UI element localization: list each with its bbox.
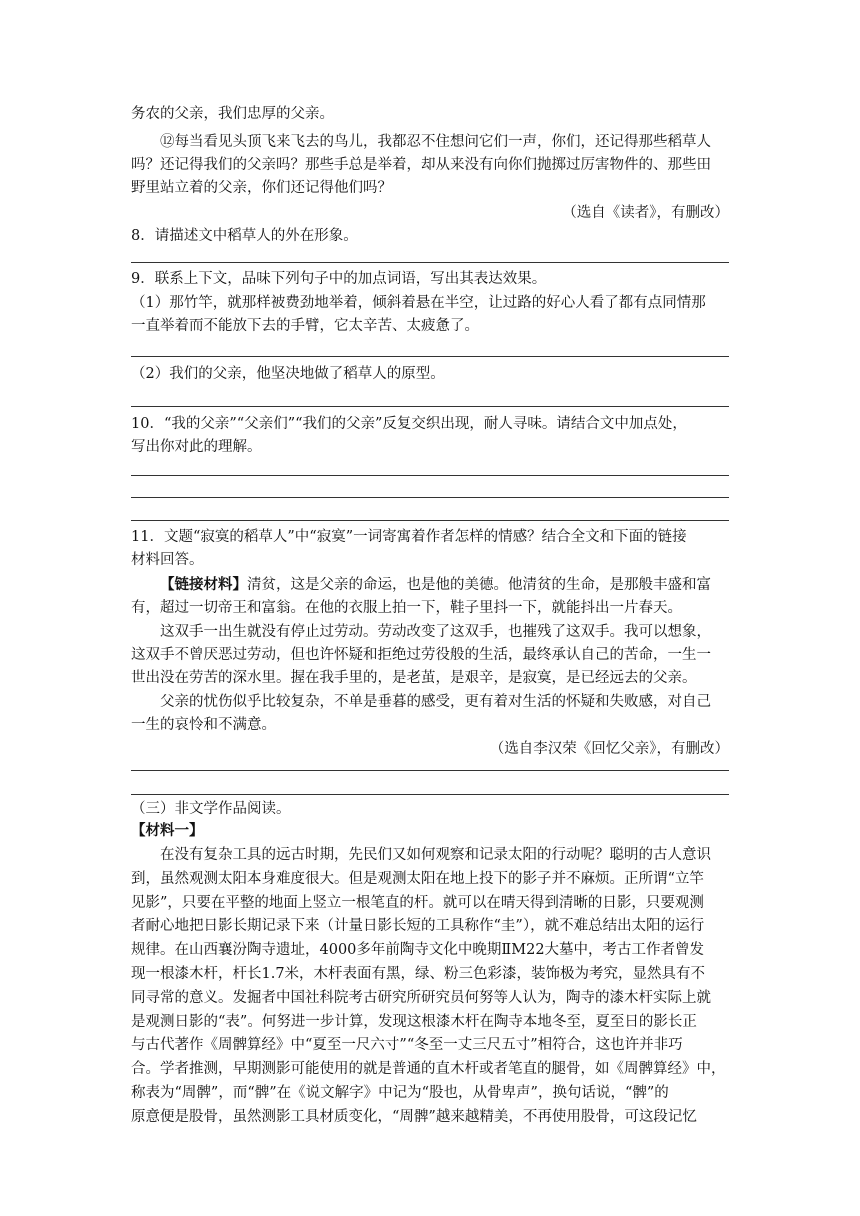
question-9-1-line: （1）那竹竿，就那样被费劲地举着，倾斜着悬在半空，让过路的好心人看了都有点同情那	[131, 295, 706, 311]
emphasis-dot-char: 亲	[261, 157, 276, 173]
link-material-line: 这双手不曾厌恶过劳动，但也许怀疑和拒绝过劳役般的生活，最终承认自己的苦命，一生一	[131, 647, 711, 663]
passage-paragraph-12-line	[131, 155, 729, 175]
dotted-emphasis-jianjue	[271, 366, 300, 382]
passage-text: 吗？还记得	[131, 157, 204, 173]
emphasis-dot-char: 决	[285, 366, 300, 382]
link-material-line: 父亲的忧伤似乎比较复杂，不单是垂暮的感受，更有着对生活的怀疑和失败感，对自己	[160, 694, 711, 710]
material-1-line: 规律。在山西襄汾陶寺遗址，4000多年前陶寺文化中晚期ⅡM22大墓中，考古工作者曾发	[131, 942, 705, 958]
answer-line[interactable]	[131, 356, 729, 357]
passage-text: 吗？那些手总是举着，却从来没有向你们抛掷过厉害物件的、那些田	[276, 157, 711, 173]
material-1-line: 原意便是股骨，虽然测影工具材质变化，“周髀”越来越精美，不再使用股骨，可这段记忆	[131, 1109, 697, 1125]
answer-line[interactable]	[131, 406, 729, 407]
link-material-source: （选自李汉荣《回忆父亲》，有删改）	[489, 741, 729, 757]
question-11-line: 材料回答。	[131, 552, 204, 568]
question-9-2	[131, 364, 729, 384]
answer-line[interactable]	[131, 497, 729, 498]
link-material-line: 这双手一出生就没有停止过劳动。劳动改变了这双手，也摧残了这双手。我可以想象，	[160, 624, 711, 640]
material-1-line: 见影”，只要在平整的地面上竖立一根笔直的杆。就可以在晴天得到清晰的日影，只要观测	[131, 895, 704, 911]
passage-line: 务农的父亲，我们忠厚的父亲。	[131, 106, 334, 122]
question-text: （2）我们的父亲，他	[131, 366, 271, 382]
emphasis-dot-char: 我	[203, 157, 218, 173]
question-text: 举着而不能放下去的手臂，它太辛苦、太疲惫了。	[160, 318, 479, 334]
passage-source: （选自《读者》，有删改）	[562, 205, 729, 221]
question-text: 地做了稻草人的原型。	[299, 366, 445, 382]
section-3-heading: （三）非文学作品阅读。	[131, 801, 291, 817]
question-9: 9．联系上下文，品味下列句子中的加点词语，写出其表达效果。	[131, 271, 547, 287]
emphasis-dot-char: 直	[145, 318, 160, 334]
link-material-line: 世出没在劳苦的深水里。握在我手里的，是老茧，是艰辛，是寂寞，是已经远去的父亲。	[131, 670, 697, 686]
dotted-emphasis-our-father	[204, 157, 277, 173]
link-material-text: 清贫，这是父亲的命运，也是他的美德。他清贫的生命，是那般丰盛和富	[247, 577, 711, 593]
material-1-line: 是观测日影的“表”。何努进一步计算，发现这根漆木杆在陶寺本地冬至，夏至日的影长正	[131, 1014, 697, 1030]
link-material-line	[131, 575, 729, 595]
material-1-line: 现一根漆木杆，杆长1.7米，木杆表面有黑，绿、粉三色彩漆，装饰极为考究，显然具有不	[131, 966, 706, 982]
material-1-line: 称表为“周髀”，而“髀”在《说文解字》中记为“股也，从骨卑声”，换句话说，“髀”的	[131, 1085, 669, 1101]
material-1-line: 同寻常的意义。发掘者中国社科院考古研究所研究员何努等人认为，陶寺的漆木杆实际上就	[131, 990, 711, 1006]
answer-line[interactable]	[131, 770, 729, 771]
question-11-line: 11．文题“寂寞的稻草人”中“寂寞”一词寄寓着作者怎样的情感？结合全文和下面的链接	[131, 529, 687, 545]
question-10-line: 写出你对此的理解。	[131, 439, 262, 455]
emphasis-dot-char: 们	[218, 157, 233, 173]
emphasis-dot-char: 的	[232, 157, 247, 173]
material-1-line: 者耐心地把日影长期记录下来（计量日影长短的工具称作“圭”），就不难总结出太阳的运行	[131, 918, 705, 934]
link-material-label: 【链接材料】	[160, 576, 247, 593]
passage-paragraph-12-line: 野里站立着的父亲，你们还记得他们吗？	[131, 180, 392, 196]
dotted-emphasis-yizhi	[131, 318, 160, 334]
answer-line[interactable]	[131, 262, 729, 263]
passage-paragraph-12-line: ⑫每当看见头顶飞来飞去的鸟儿，我都忍不住想问它们一声，你们，还记得那些稻草人	[160, 134, 711, 150]
question-10-line: 10．“我的父亲”“父亲们”“我们的父亲”反复交织出现，耐人寻味。请结合文中加点处，	[131, 416, 687, 432]
answer-line[interactable]	[131, 794, 729, 795]
material-1-label: 【材料一】	[131, 822, 204, 839]
answer-line[interactable]	[131, 520, 729, 521]
material-1-line: 合。学者推测，早期测影可能使用的就是普通的直木杆或者笔直的腿骨，如《周髀算经》中，	[131, 1061, 726, 1077]
emphasis-dot-char: 坚	[270, 366, 286, 382]
link-material-line: 一生的哀怜和不满意。	[131, 717, 276, 733]
material-1-line: 在没有复杂工具的远古时期，先民们又如何观察和记录太阳的行动呢？聪明的古人意识	[160, 847, 711, 863]
material-1-line: 到，虽然观测太阳本身难度很大。但是观测太阳在地上投下的影子并不麻烦。正所谓“立竿	[131, 871, 704, 887]
material-1-line: 与古代著作《周髀算经》中“夏至一尺六寸”“冬至一丈三尺五寸”相符合，这也许并非巧	[131, 1037, 683, 1053]
answer-line[interactable]	[131, 475, 729, 476]
link-material-line: 有，超过一切帝王和富翁。在他的衣服上拍一下，鞋子里抖一下，就能抖出一片春天。	[131, 600, 682, 616]
question-9-1-line	[131, 316, 729, 336]
question-8: 8．请描述文中稻草人的外在形象。	[131, 228, 358, 244]
emphasis-dot-char: 父	[247, 157, 262, 173]
emphasis-dot-char: 一	[131, 318, 146, 334]
